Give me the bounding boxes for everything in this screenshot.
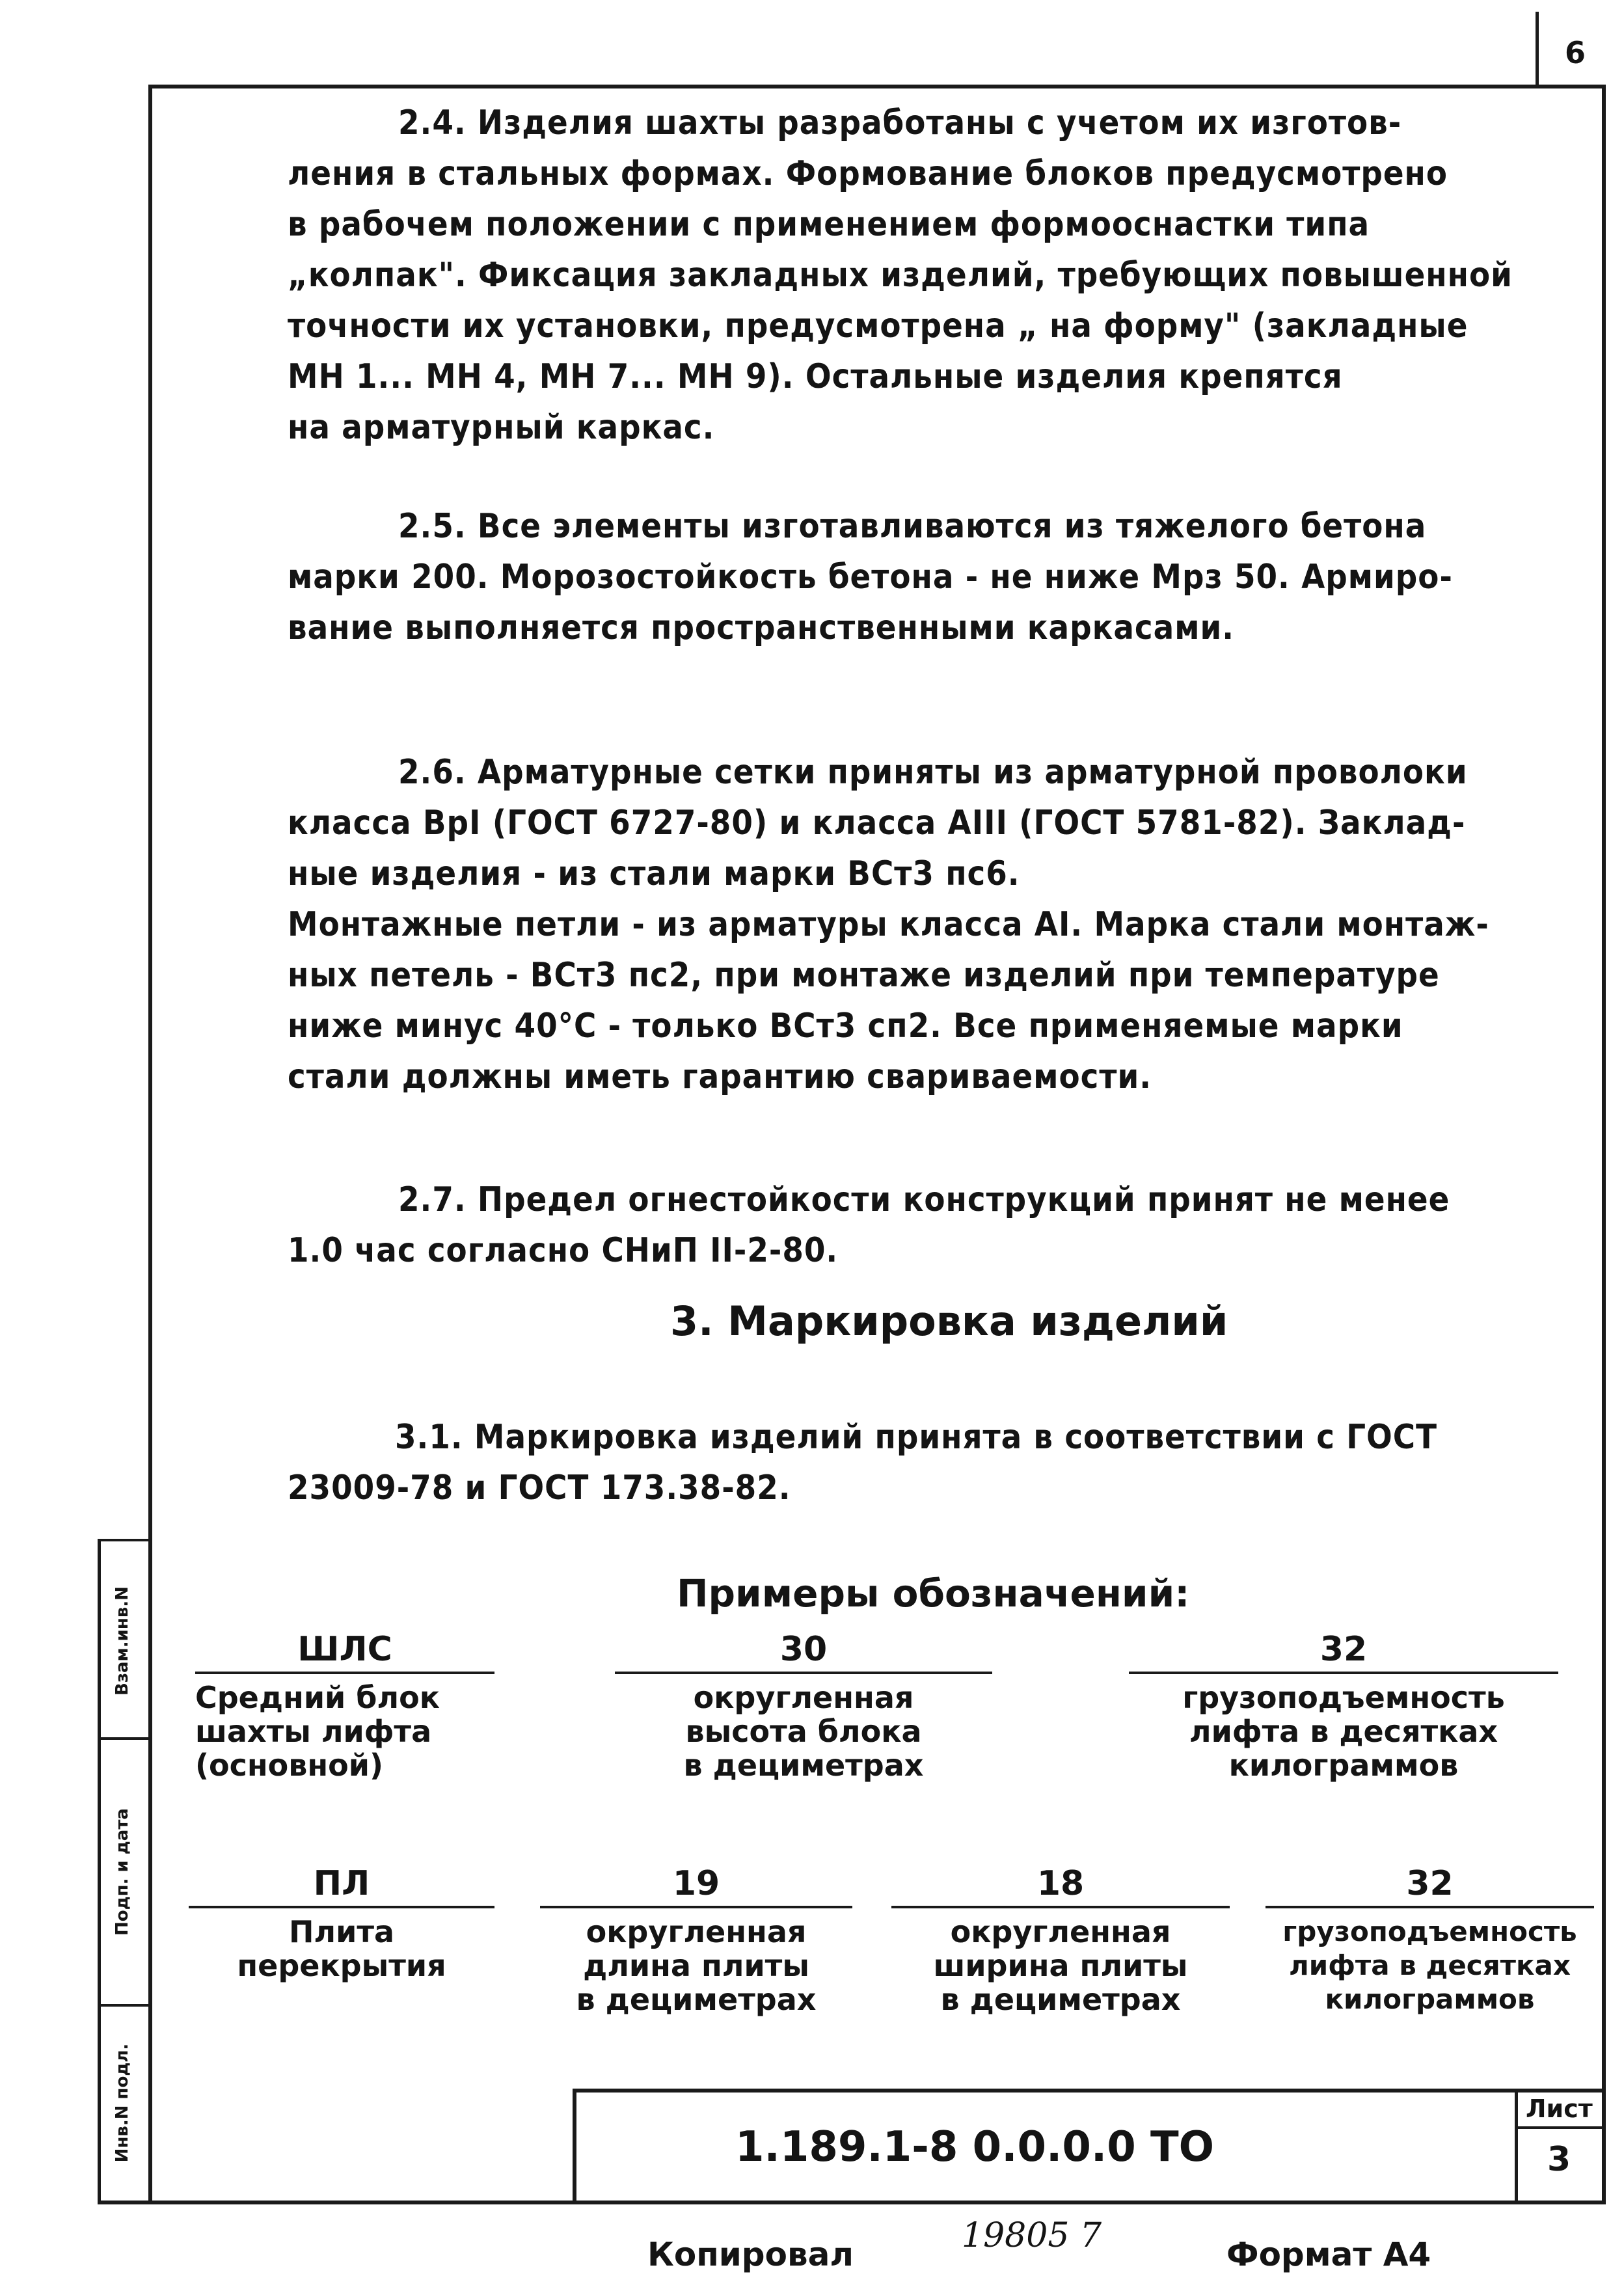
text-line: 23009-78 и ГОСТ 173.38-82. xyxy=(288,1469,791,1508)
example-description xyxy=(189,1915,494,1983)
text-line: ления в стальных формах. Формование блоков предусмотрено xyxy=(288,154,1448,193)
desc-line: грузоподъемность xyxy=(1282,1916,1577,1947)
side-stamp-outer-left xyxy=(98,1539,101,2202)
page-number: 6 xyxy=(1565,35,1586,70)
desc-line: шахты лифта xyxy=(195,1714,432,1749)
text-line: класса ВрI (ГОСТ 6727-80) и класса АIII (ГОСТ 5781-82). Заклад- xyxy=(288,804,1466,843)
desc-line: в дециметрах xyxy=(576,1982,817,2017)
example1-item-1 xyxy=(195,1630,494,1782)
text-line: „колпак". Фиксация закладных изделий, требующих повышенной xyxy=(288,256,1513,295)
desc-line: грузоподъемность xyxy=(1182,1680,1505,1715)
frame-right xyxy=(1602,85,1606,2204)
example-underline xyxy=(615,1672,992,1674)
text-line: 3.1. Маркировка изделий принята в соответствии с ГОСТ xyxy=(395,1418,1438,1457)
example-code: 32 xyxy=(1406,1864,1454,1903)
text-line: 1.0 час согласно СНиП II-2-80. xyxy=(288,1231,839,1270)
desc-line: лифта в десятках xyxy=(1189,1714,1498,1749)
text-line: ниже минус 40°С - только ВСт3 сп2. Все применяемые марки xyxy=(288,1007,1403,1046)
desc-line: Плита xyxy=(288,1914,395,1949)
text-line: Монтажные петли - из арматуры класса АI. Марка стали монтаж- xyxy=(288,905,1489,944)
example-description xyxy=(891,1915,1230,2016)
example-code: 30 xyxy=(779,1630,828,1669)
example2-item-1 xyxy=(189,1864,494,1983)
desc-line: высота блока xyxy=(685,1714,922,1749)
text-line: вание выполняется пространственными каркасами. xyxy=(288,608,1235,647)
frame-left xyxy=(148,85,152,2204)
desc-line: Средний блок xyxy=(195,1680,440,1715)
example2-item-2 xyxy=(540,1864,852,2016)
side-stamp-cell-1: Взам.инв.N xyxy=(113,1586,132,1696)
page-number-divider xyxy=(1536,12,1539,87)
desc-line: округленная xyxy=(693,1680,914,1715)
document-code: 1.189.1-8 0.0.0.0 ТО xyxy=(735,2123,1215,2171)
frame-top xyxy=(148,85,1606,88)
sheet-number: 3 xyxy=(1547,2140,1571,2179)
example-code: 32 xyxy=(1320,1630,1368,1669)
desc-line: перекрытия xyxy=(237,1948,446,1983)
title-block-sheet-divider xyxy=(1515,2089,1518,2204)
example-description xyxy=(615,1681,992,1782)
side-stamp-cell-3: Инв.N подл. xyxy=(113,2043,132,2163)
title-block-left xyxy=(573,2089,576,2204)
text-line: стали должны иметь гарантию свариваемости. xyxy=(288,1057,1152,1096)
example-code: ПЛ xyxy=(313,1864,370,1903)
text-line: марки 200. Морозостойкость бетона - не ниже Мрз 50. Армиро- xyxy=(288,558,1453,597)
example-code: ШЛС xyxy=(297,1630,392,1669)
title-block-top xyxy=(573,2089,1606,2093)
example-description xyxy=(1265,1915,1594,2016)
title-block-sheet-hline xyxy=(1515,2126,1606,2129)
desc-line: в дециметрах xyxy=(940,1982,1181,2017)
example2-item-4 xyxy=(1265,1864,1594,2016)
text-line: в рабочем положении с применением формооснастки типа xyxy=(288,205,1370,244)
format-label: Формат А4 xyxy=(1226,2236,1431,2273)
desc-line: килограммов xyxy=(1325,1983,1535,2015)
example-underline xyxy=(1265,1906,1594,1908)
text-line: 2.5. Все элементы изготавливаются из тяжелого бетона xyxy=(398,507,1427,546)
side-stamp-top xyxy=(98,1539,150,1541)
paragraph-2-7 xyxy=(288,1174,1450,1276)
desc-line: (основной) xyxy=(195,1748,384,1783)
desc-line: в дециметрах xyxy=(683,1748,924,1783)
example-code: 19 xyxy=(672,1864,720,1903)
example1-item-3 xyxy=(1129,1630,1558,1782)
paragraph-3-1 xyxy=(288,1412,1437,1513)
example-underline xyxy=(195,1672,494,1674)
desc-line: килограммов xyxy=(1228,1748,1459,1783)
example1-item-2 xyxy=(615,1630,992,1782)
text-line: 2.6. Арматурные сетки приняты из арматурной проволоки xyxy=(398,753,1468,792)
desc-line: длина плиты xyxy=(583,1948,809,1983)
text-line: 2.4. Изделия шахты разработаны с учетом их изготов- xyxy=(398,103,1402,142)
desc-line: округленная xyxy=(586,1914,807,1949)
frame-bottom xyxy=(98,2201,1606,2204)
paragraph-2-6 xyxy=(288,747,1489,1102)
handwritten-number: 19805 7 xyxy=(962,2216,1102,2255)
paragraph-2-5 xyxy=(288,501,1453,653)
section-3-heading: 3. Маркировка изделий xyxy=(670,1297,1228,1345)
example-underline xyxy=(189,1906,494,1908)
desc-line: лифта в десятках xyxy=(1289,1949,1571,1981)
text-line: 2.7. Предел огнестойкости конструкций принят не менее xyxy=(398,1180,1450,1219)
example-description xyxy=(195,1681,494,1782)
text-line: ные изделия - из стали марки ВСт3 пс6. xyxy=(288,854,1020,893)
sheet-label: Лист xyxy=(1526,2094,1593,2123)
example-code: 18 xyxy=(1036,1864,1085,1903)
example-underline xyxy=(540,1906,852,1908)
example-underline xyxy=(891,1906,1230,1908)
example2-item-3 xyxy=(891,1864,1230,2016)
example-underline xyxy=(1129,1672,1558,1674)
text-line: точности их установки, предусмотрена „ на форму" (закладные xyxy=(288,306,1468,345)
copied-label: Копировал xyxy=(647,2236,854,2273)
text-line: МН 1... МН 4, МН 7... МН 9). Остальные изделия крепятся xyxy=(288,357,1343,396)
text-line: ных петель - ВСт3 пс2, при монтаже изделий при температуре xyxy=(288,956,1440,995)
examples-heading: Примеры обозначений: xyxy=(677,1571,1190,1616)
desc-line: округленная xyxy=(950,1914,1171,1949)
example-description xyxy=(540,1915,852,2016)
side-stamp-cell-2: Подп. и дата xyxy=(113,1808,132,1936)
paragraph-2-4 xyxy=(288,98,1513,453)
desc-line: ширина плиты xyxy=(933,1948,1188,1983)
text-line: на арматурный каркас. xyxy=(288,408,715,447)
example-description xyxy=(1129,1681,1558,1782)
